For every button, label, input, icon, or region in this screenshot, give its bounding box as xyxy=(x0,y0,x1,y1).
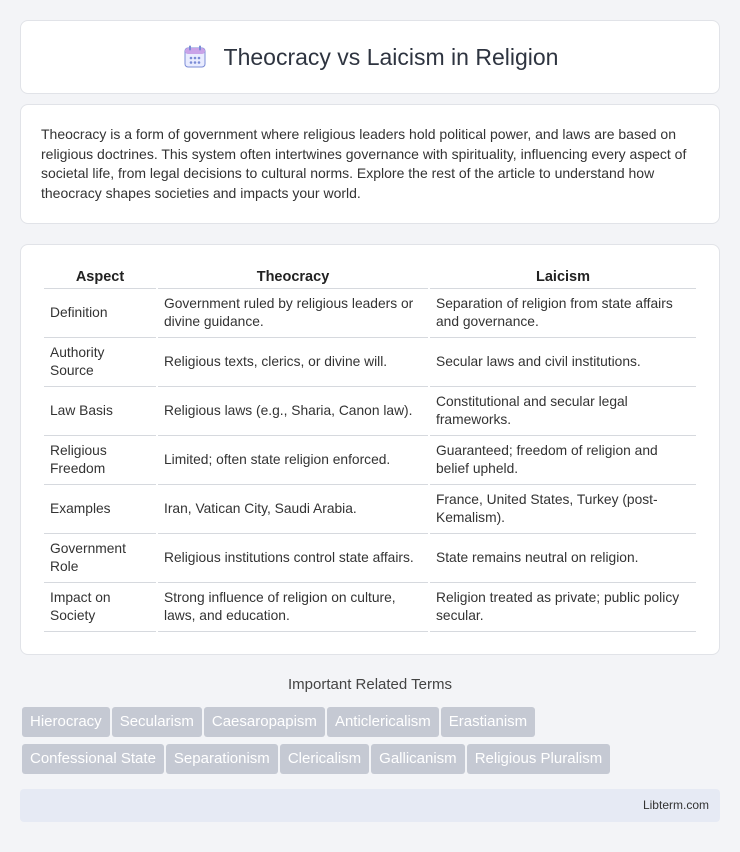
table-row xyxy=(44,387,696,436)
table-row xyxy=(44,534,696,583)
table-cell: Iran, Vatican City, Saudi Arabia. xyxy=(158,485,428,534)
table-cell: Law Basis xyxy=(44,387,156,436)
table-cell: Religious texts, clerics, or divine will. xyxy=(158,338,428,387)
table-header-row xyxy=(44,265,696,289)
table-row xyxy=(44,338,696,387)
table-cell: France, United States, Turkey (post-Kemalism). xyxy=(430,485,696,534)
table-cell: Limited; often state religion enforced. xyxy=(158,436,428,485)
column-header: Laicism xyxy=(430,265,696,289)
page-title: Theocracy vs Laicism in Religion xyxy=(223,43,559,70)
comparison-table-card xyxy=(20,244,720,655)
tag-caesaropapism[interactable]: Caesaropapism xyxy=(204,707,325,737)
table-row xyxy=(44,436,696,485)
table-cell: Examples xyxy=(44,485,156,534)
table-row xyxy=(44,289,696,338)
table-cell: Strong influence of religion on culture, laws, and education. xyxy=(158,583,428,632)
tag-gallicanism[interactable]: Gallicanism xyxy=(371,744,465,774)
header-card xyxy=(20,20,720,94)
table-cell: Secular laws and civil institutions. xyxy=(430,338,696,387)
tag-religious-pluralism[interactable]: Religious Pluralism xyxy=(467,744,611,774)
table-row xyxy=(44,485,696,534)
table-cell: Religion treated as private; public policy secular. xyxy=(430,583,696,632)
tag-secularism[interactable]: Secularism xyxy=(112,707,202,737)
table-cell: State remains neutral on religion. xyxy=(430,534,696,583)
tag-hierocracy[interactable]: Hierocracy xyxy=(22,707,110,737)
column-header: Aspect xyxy=(44,265,156,289)
tag-separationism[interactable]: Separationism xyxy=(166,744,278,774)
footer xyxy=(20,789,720,822)
table-cell: Separation of religion from state affairs and governance. xyxy=(430,289,696,338)
tag-erastianism[interactable]: Erastianism xyxy=(441,707,535,737)
table-cell: Religious Freedom xyxy=(44,436,156,485)
table-row xyxy=(44,583,696,632)
tag-clericalism[interactable]: Clericalism xyxy=(280,744,369,774)
table-cell: Government ruled by religious leaders or divine guidance. xyxy=(158,289,428,338)
footer-site-link[interactable]: Libterm.com xyxy=(642,798,709,812)
table-cell: Constitutional and secular legal frameworks. xyxy=(430,387,696,436)
table-cell: Impact on Society xyxy=(44,583,156,632)
calendar-icon xyxy=(182,44,208,70)
table-cell: Religious laws (e.g., Sharia, Canon law). xyxy=(158,387,428,436)
table-cell: Government Role xyxy=(44,534,156,583)
table-cell: Authority Source xyxy=(44,338,156,387)
intro-text: Theocracy is a form of government where religious leaders hold political power, and laws are based on religious doctrines. This system often intertwines governance with spirituality, influencing every aspect of societal life, from legal decisions to cultural norms. Explore the rest of the article to understand how theocracy shapes societies and impacts your world. xyxy=(41,126,687,201)
tag-confessional-state[interactable]: Confessional State xyxy=(22,744,164,774)
table-cell: Religious institutions control state affairs. xyxy=(158,534,428,583)
intro-card xyxy=(20,104,720,224)
table-cell: Definition xyxy=(44,289,156,338)
related-terms-title: Important Related Terms xyxy=(288,676,452,693)
tag-anticlericalism[interactable]: Anticlericalism xyxy=(327,707,439,737)
comparison-table xyxy=(42,265,698,632)
table-cell: Guaranteed; freedom of religion and belief upheld. xyxy=(430,436,696,485)
column-header: Theocracy xyxy=(158,265,428,289)
related-terms-list xyxy=(22,707,722,781)
